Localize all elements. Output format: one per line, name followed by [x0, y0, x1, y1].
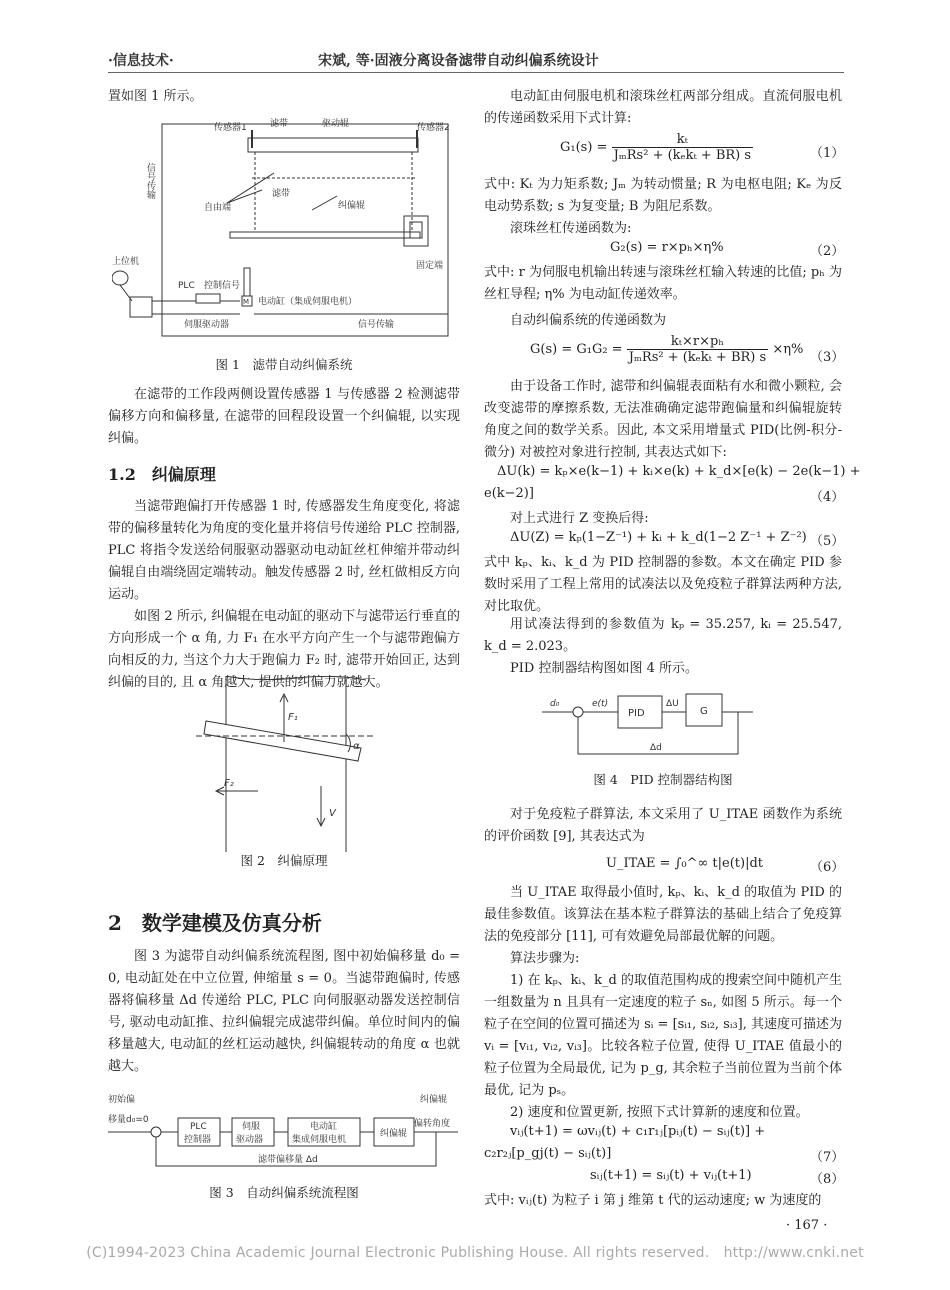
left-para-4: 图 3 为滤带自动纠偏系统流程图, 图中初始偏移量 d₀ = 0, 电动缸处在中立位置, 伸缩量 s = 0。当滤带跑偏时, 传感器将偏移量 Δd 传递给 PLC, PLC 向伺服驱动器发送控制信号, 驱动电动缸推、拉纠偏辊完成滤带纠偏。单位时间内的偏移量越大, 电动缸的丝杠运动越快, 纠偏辊转动的角度 α 也就越大。 [108, 949, 460, 1074]
equation-4-line2: e(k−2)] [484, 486, 534, 501]
fig1-label-fixed-end: 固定端 [416, 261, 444, 271]
figure-4-diagram [540, 684, 755, 768]
fig3-label-actuator: 电动缸 [310, 1122, 338, 1132]
right-para-4: 自动纠偏系统的传递函数为 [510, 313, 667, 328]
fig2-roller [204, 721, 361, 761]
equation-3-number: （3） [810, 350, 845, 365]
equation-5-number: （5） [810, 534, 845, 549]
left-para-1: 在滤带的工作段两侧设置传感器 1 与传感器 2 检测滤带偏移方向和偏移量, 在滤带的回程段设置一个纠偏辊, 以实现纠偏。 [108, 387, 460, 446]
right-para-8: 用试凑法得到的参数值为 kₚ = 35.257, kᵢ = 25.547, k_d = 2.023。 [484, 617, 842, 654]
fig1-label-signal-h: 信号传输 [358, 320, 395, 330]
fig4-label-g: G [700, 706, 708, 717]
journal-section: ·信息技术· [108, 53, 174, 69]
equation-8-number: （8） [810, 1172, 845, 1187]
equation-4-number: （4） [810, 490, 845, 505]
fig4-label-dd: Δd [650, 743, 662, 753]
fig3-label-out1: 纠偏辊 [420, 1095, 448, 1105]
figure-4-caption: 图 4 PID 控制器结构图 [593, 772, 733, 787]
fig2-label-V: V [329, 808, 336, 819]
equation-1: G₁(s) = $\frac{\text{kₜ}}{\text{JₘRs² + (kₑkₜ + BR) s}}$ [560, 132, 752, 163]
running-title: 宋斌, 等·固液分离设备滤带自动纠偏系统设计 [318, 53, 599, 69]
fig2-belt-top-edge [226, 676, 366, 680]
equation-7-number: （7） [810, 1150, 845, 1165]
figure-2-diagram [196, 676, 376, 852]
fig1-label-plc: PLC [178, 281, 195, 291]
equation-5: ΔU(Z) = kₚ(1−Z⁻¹) + kᵢ + k_d(1−2 Z⁻¹ + Z⁻²) [510, 530, 807, 545]
fig3-label-plc-ctrl: 控制器 [184, 1135, 212, 1145]
right-para-14: 2) 速度和位置更新, 按照下式计算新的速度和位置。 [510, 1105, 809, 1120]
fig4-label-pid: PID [628, 708, 645, 719]
fig2-label-alpha: α [353, 741, 360, 752]
equation-3: G(s) = G₁G₂ = $\frac{\text{kₜ×r×pₕ}}{\text{JₘRs² + (kₑkₜ + BR) s}}$ ×η% [530, 334, 804, 365]
fig4-label-et: e(t) [592, 699, 609, 709]
right-para-3: 式中: r 为伺服电机输出转速与滚珠丝杠输入转速的比值; pₕ 为丝杠导程; η% 为电动缸传递效率。 [484, 265, 842, 302]
fig1-label-belt-top: 滤带 [270, 119, 289, 129]
header-rule [108, 72, 844, 73]
fig1-label-belt-mid: 滤带 [272, 189, 291, 199]
fig2-label-F1: F₁ [288, 712, 298, 723]
fig3-label-feedback: 滤带偏移量 Δd [258, 1155, 318, 1165]
right-para-9: PID 控制器结构图如图 4 所示。 [510, 661, 698, 676]
page-number: · 167 · [786, 1218, 828, 1233]
right-para-6: 对上式进行 Z 变换后得: [510, 511, 649, 526]
fig3-label-servo: 伺服 [242, 1122, 261, 1132]
figure-3-caption: 图 3 自动纠偏系统流程图 [209, 1185, 359, 1200]
fig1-label-drive-roller: 驱动辊 [322, 119, 350, 129]
fig1-plc-box [130, 297, 152, 317]
equation-7-line1: vᵢⱼ(t+1) = ωvᵢⱼ(t) + c₁r₁ⱼ[pᵢⱼ(t) − sᵢⱼ(t)] + [510, 1124, 766, 1139]
fig3-label-plc: PLC [190, 1122, 207, 1132]
fig1-label-sensor2: 传感器2 [417, 123, 450, 133]
equation-2: G₂(s) = r×pₕ×η% [610, 240, 724, 255]
equation-6: U_ITAE = ∫₀^∞ t|e(t)|dt [606, 856, 764, 871]
fig4-label-du: ΔU [666, 699, 679, 709]
fig1-host [112, 271, 128, 285]
equation-7-line2: c₂r₂ⱼ[p_gj(t) − sᵢⱼ(t)] [484, 1146, 612, 1161]
fig1-label-actuator: 电动缸（集成伺服电机） [258, 297, 358, 307]
left-para-3: 如图 2 所示, 纠偏辊在电动缸的驱动下与滤带运行垂直的方向形成一个 α 角, 力 F₁ 在水平方向产生一个与滤带跑偏方向相反的力, 当这个力大于跑偏力 F₂ 时, 滤带开始回正, 达到纠偏的目的, 且 α 角越大, 提供的纠偏力就越大。 [108, 609, 460, 690]
right-para-13: 1) 在 kₚ、kᵢ、k_d 的取值范围构成的搜索空间中随机产生一组数量为 n 且具有一定速度的粒子 sₙ, 如图 5 所示。每一个粒子在空间的位置可描述为 sᵢ = [sᵢ₁, sᵢ₂, sᵢ₃], 其速度可描述为 vᵢ = [vᵢ₁, vᵢ₂, vᵢ₃]。比较各粒子位置, 使得 U_ITAE 值最小的粒子位置为全局最优, 记为 p_g, 其余粒子当前位置为当前个体最优, 记为 pₛ。 [484, 973, 843, 1098]
fig1-label-servo-driver: 伺服驱动器 [184, 320, 230, 330]
right-para-11: 当 U_ITAE 取得最小值时, kₚ、kᵢ、k_d 的取值为 PID 的最佳参数值。该算法在基本粒子群算法的基础上结合了免疫算法的免疫部分 [11], 可有效避免局部最优解的问题。 [484, 885, 842, 944]
figure-3-diagram [108, 1092, 460, 1178]
fig1-label-host: 上位机 [112, 257, 140, 267]
figure-2-caption: 图 2 纠偏原理 [240, 853, 328, 868]
equation-1-number: （1） [810, 146, 845, 161]
left-para-2: 当滤带跑偏打开传感器 1 时, 传感器发生角度变化, 将滤带的偏移量转化为角度的变化量并将信号传递给 PLC 控制器, PLC 将指令发送给伺服驱动器驱动电动缸丝杠伸缩并带动纠偏辊自由端绕固定端转动。触发传感器 2 时, 丝杠做相反方向运动。 [108, 499, 460, 602]
right-para-0: 电动缸由伺服电机和滚珠丝杠两部分组成。直流伺服电机的传递函数采用下式计算: [484, 89, 842, 126]
fig1-correction-roller [230, 232, 420, 238]
fig3-label-in2: 移量d₀=0 [108, 1115, 149, 1125]
figure-1-diagram [112, 118, 457, 346]
fig1-label-signal-v: 信号传输 [145, 163, 155, 199]
equation-2-number: （2） [810, 244, 845, 259]
fig1-label-motor: M [243, 298, 250, 306]
fig1-actuator-rod [244, 268, 250, 296]
copyright-footer: (C)1994-2023 China Academic Journal Electronic Publishing House. All rights reserved. http://www.cnki.net [86, 1245, 864, 1261]
equation-8: sᵢⱼ(t+1) = sᵢⱼ(t) + vᵢⱼ(t+1) [590, 1168, 752, 1183]
fig3-label-roller: 纠偏辊 [380, 1129, 408, 1139]
figure-1-caption: 图 1 滤带自动纠偏系统 [215, 357, 353, 372]
section-1-2-heading: 1.2 纠偏原理 [108, 465, 216, 484]
right-para-15: 式中: vᵢⱼ(t) 为粒子 i 第 j 维第 t 代的运动速度; w 为速度的 [484, 1193, 822, 1208]
fig1-label-correction-roller: 纠偏辊 [338, 201, 366, 211]
fig3-label-in1: 初始偏 [108, 1095, 136, 1105]
left-para-0: 置如图 1 所示。 [108, 89, 203, 104]
section-2-heading: 2 数学建模及仿真分析 [108, 911, 322, 935]
fig2-label-F2: F₂ [224, 778, 234, 789]
equation-4-line1: ΔU(k) = kₚ×e(k−1) + kᵢ×e(k) + k_d×[e(k) − 2e(k−1) + [497, 464, 861, 479]
equation-6-number: （6） [810, 860, 845, 875]
right-para-7: 式中 kₚ、kᵢ、k_d 为 PID 控制器的参数。本文在确定 PID 参数时采用了工程上常用的试凑法以及免疫粒子群算法两种方法, 对比取优。 [484, 555, 842, 614]
fig1-label-ctrl-signal: 控制信号 [204, 281, 241, 291]
right-para-12: 算法步骤为: [510, 951, 580, 966]
right-para-2: 滚珠丝杠传递函数为: [510, 221, 632, 236]
fig3-label-driver: 驱动器 [236, 1135, 264, 1145]
right-para-5: 由于设备工作时, 滤带和纠偏辊表面粘有水和微小颗粒, 会改变滤带的摩擦系数, 无法准确确定滤带跑偏量和纠偏辊旋转角度之间的数学关系。因此, 本文采用增量式 PID(比例-积分-微分) 对被控对象进行控制, 其表达式如下: [484, 379, 842, 460]
fig1-fixed-end [404, 216, 428, 246]
fig1-label-free-end: 自由端 [204, 203, 232, 213]
right-para-1: 式中: Kₜ 为力矩系数; Jₘ 为转动惯量; R 为电枢电阻; Kₑ 为反电动势系数; s 为复变量; B 为阻尼系数。 [484, 177, 842, 214]
fig3-label-out2: 偏转角度 [414, 1119, 451, 1129]
fig4-sum-node [573, 707, 583, 717]
right-para-10: 对于免疫粒子群算法, 本文采用了 U_ITAE 函数作为系统的评价函数 [9], 其表达式为 [484, 807, 842, 844]
fig1-drive-roller [248, 138, 418, 152]
fig4-label-d0: d₀ [550, 699, 560, 709]
fig3-label-integrated: 集成伺服电机 [292, 1135, 347, 1145]
fig3-sum-node [151, 1127, 161, 1137]
fig1-label-sensor1: 传感器1 [214, 123, 247, 133]
